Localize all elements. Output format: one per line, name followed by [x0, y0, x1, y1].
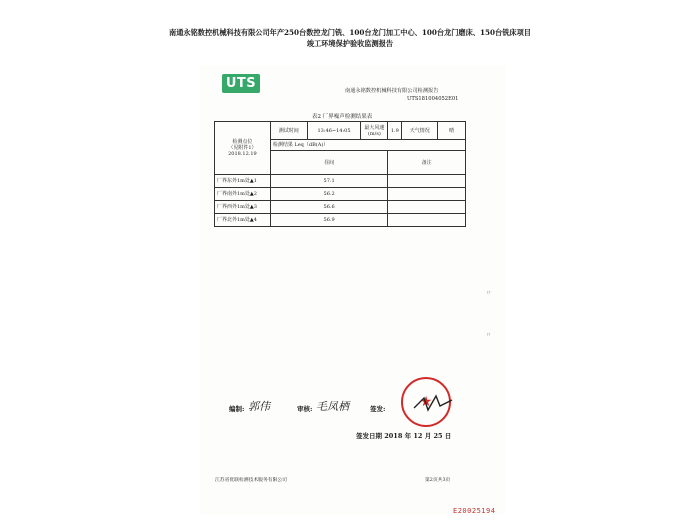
- footer-company: 江苏省优联检测技术服务有限公司: [215, 478, 287, 483]
- reviewed-label: 审核:: [297, 405, 313, 413]
- row-day-value: 56.6: [270, 201, 388, 214]
- row-remark: [388, 175, 466, 188]
- document-title-line-1: 南通永铭数控机械科技有限公司年产250台数控龙门铣、100台龙门加工中心、100台龙门磨床、150台铣床项目: [169, 28, 531, 37]
- table-row: [215, 188, 466, 201]
- day-label: 昼间: [270, 151, 388, 175]
- edge-mark: 〃: [485, 289, 492, 297]
- wind-header: [361, 122, 388, 140]
- wind-value: 1.9: [388, 122, 402, 140]
- row-remark: [388, 201, 466, 214]
- issuer-signature-scribble: [412, 392, 456, 416]
- wind-unit: (m/s): [367, 130, 381, 137]
- table-title: 表2 厂界噪声检测结果表: [312, 114, 373, 120]
- row-day-value: 56.9: [270, 214, 388, 227]
- compiled-label: 编制:: [229, 405, 245, 413]
- row-remark: [388, 188, 466, 201]
- time-value: 13:46~14:05: [307, 122, 361, 140]
- table-row: [215, 201, 466, 214]
- page-info: 第2页共3页: [425, 478, 451, 483]
- weather-value: 晴: [438, 122, 466, 140]
- report-number: UTS181004052E01: [407, 96, 459, 102]
- weather-label: 天气情况: [402, 122, 438, 140]
- location-label: 检测点位: [232, 139, 253, 145]
- wind-label: 最大风速: [364, 124, 385, 131]
- row-day-value: 57.1: [270, 175, 388, 188]
- uts-logo: UTS: [222, 74, 260, 93]
- compiled-signature: 郭伟: [248, 400, 270, 413]
- location-note: （见附件1）: [228, 145, 257, 151]
- row-location: 厂界北外1m处▲4: [215, 214, 271, 227]
- table-row: [215, 214, 466, 227]
- row-location: 厂界东外1m处▲1: [215, 175, 271, 188]
- result-label: 检测结果 Leq（dB(A)）: [270, 140, 465, 151]
- serial-number: E20025194: [453, 507, 496, 515]
- issue-date: 签发日期 2018 年 12 月 25 日: [356, 432, 452, 440]
- report-company: 南通永铭数控机械科技有限公司检测报告: [345, 88, 439, 94]
- row-location: 厂界南外1m处▲2: [215, 188, 271, 201]
- edge-mark: 〃: [485, 331, 492, 339]
- document-title-line-2: 竣工环境保护验收监测报告: [306, 39, 394, 48]
- time-label: 测试时间: [270, 122, 307, 140]
- remark-label: 备注: [388, 151, 466, 175]
- test-date: 2018.12.19: [228, 151, 257, 157]
- noise-results-table: [214, 121, 466, 227]
- location-header: [215, 122, 271, 175]
- table-row: [215, 175, 466, 188]
- row-remark: [388, 214, 466, 227]
- row-location: 厂界西外1m处▲3: [215, 201, 271, 214]
- row-day-value: 56.2: [270, 188, 388, 201]
- reviewed-signature: 毛凤栖: [316, 400, 349, 413]
- issued-label: 签发:: [370, 405, 386, 413]
- stamp-star-icon: ★: [419, 394, 433, 410]
